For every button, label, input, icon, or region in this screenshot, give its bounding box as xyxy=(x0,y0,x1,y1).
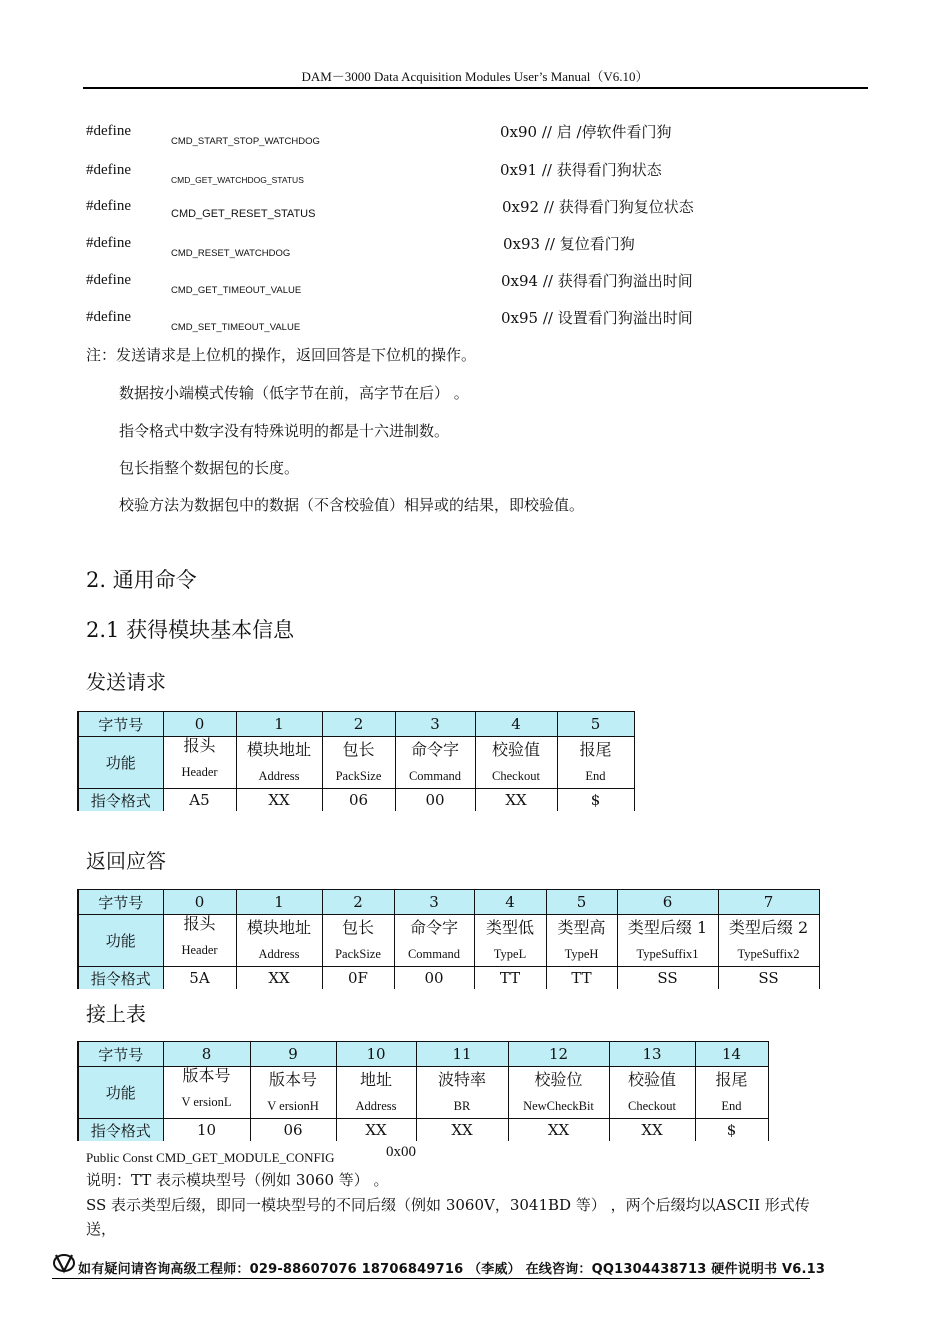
function-en: PackSize xyxy=(335,768,382,783)
response-label: 返回应答 xyxy=(86,849,166,873)
format-cell: SS xyxy=(617,967,718,990)
company-logo-icon xyxy=(52,1252,76,1274)
define-value: 0x95 // 设置看门狗溢出时间 xyxy=(501,309,693,327)
define-name: CMD_GET_WATCHDOG_STATUS xyxy=(171,175,304,185)
format-cell: XX xyxy=(475,789,557,812)
format-cell: SS xyxy=(718,967,819,990)
byte-index: 2 xyxy=(322,890,394,915)
byte-index: 10 xyxy=(336,1042,416,1067)
format-cell: 06 xyxy=(322,789,395,812)
continued-label: 接上表 xyxy=(86,1002,146,1026)
function-en: Command xyxy=(407,946,461,961)
byte-index: 6 xyxy=(617,890,718,915)
continued-table xyxy=(77,1041,769,1141)
byte-index: 1 xyxy=(236,712,322,737)
byte-index: 9 xyxy=(250,1042,336,1067)
format-cell: XX xyxy=(236,789,322,812)
byte-index: 1 xyxy=(236,890,322,915)
byte-index: 5 xyxy=(557,712,634,737)
table-row xyxy=(78,737,634,789)
response-table xyxy=(77,889,820,989)
define-value: 0x92 // 获得看门狗复位状态 xyxy=(502,198,694,216)
header-rule xyxy=(83,87,868,89)
function-cn: 报头 xyxy=(183,735,216,755)
byte-index: 13 xyxy=(609,1042,695,1067)
table-cell xyxy=(508,1067,609,1119)
function-en: End xyxy=(585,768,606,783)
row-label-format: 指令格式 xyxy=(78,789,163,812)
function-en: V ersionH xyxy=(267,1098,319,1113)
table-row xyxy=(78,789,634,812)
function-en: Header xyxy=(181,942,218,957)
table-cell xyxy=(546,915,617,967)
format-cell: XX xyxy=(416,1119,508,1142)
function-en: TypeSuffix2 xyxy=(737,946,800,961)
row-label-byte: 字节号 xyxy=(78,1042,163,1067)
table-row xyxy=(78,890,819,915)
byte-index: 8 xyxy=(163,1042,250,1067)
row-label-function: 功能 xyxy=(78,915,163,967)
function-en: End xyxy=(721,1098,742,1113)
function-cn: 报头 xyxy=(183,913,216,933)
format-cell: TT xyxy=(546,967,617,990)
request-table xyxy=(77,711,635,811)
table-cell xyxy=(395,737,475,789)
function-en: Address xyxy=(258,768,300,783)
format-cell: $ xyxy=(695,1119,768,1142)
note-line: 包长指整个数据包的长度。 xyxy=(119,459,300,477)
table-cell xyxy=(474,915,546,967)
table-cell xyxy=(394,915,474,967)
table-row xyxy=(78,967,819,990)
note-line: 校验方法为数据包中的数据（不含校验值）相异或的结果，即校验值。 xyxy=(119,496,585,514)
byte-index: 2 xyxy=(322,712,395,737)
function-en: Address xyxy=(258,946,300,961)
function-en: BR xyxy=(453,1098,471,1113)
table-row xyxy=(78,712,634,737)
function-cn: 版本号 xyxy=(268,1069,317,1089)
table-cell xyxy=(163,1067,250,1119)
format-cell: XX xyxy=(609,1119,695,1142)
function-en: TypeL xyxy=(493,946,527,961)
function-en: TypeH xyxy=(564,946,599,961)
format-cell: $ xyxy=(557,789,634,812)
table-cell xyxy=(250,1067,336,1119)
define-value: 0x94 // 获得看门狗溢出时间 xyxy=(501,272,693,290)
table-row xyxy=(78,1042,768,1067)
function-cn: 命令字 xyxy=(409,917,458,937)
note-line: 注：发送请求是上位机的操作，返回回答是下位机的操作。 xyxy=(86,346,477,364)
function-cn: 校验值 xyxy=(627,1069,676,1089)
format-cell: 06 xyxy=(250,1119,336,1142)
byte-index: 14 xyxy=(695,1042,768,1067)
define-value: 0x93 // 复位看门狗 xyxy=(503,235,635,253)
byte-index: 4 xyxy=(475,712,557,737)
define-keyword: #define xyxy=(86,309,131,325)
define-keyword: #define xyxy=(86,162,131,178)
footer-contact: 如有疑问请咨询高级工程师：029-88607076 18706849716 （李威） 在线咨询：QQ1304438713 硬件说明书 V6.13 xyxy=(78,1262,826,1277)
format-cell: XX xyxy=(236,967,322,990)
function-en: Checkout xyxy=(492,768,540,783)
byte-index: 0 xyxy=(163,890,236,915)
table-cell xyxy=(336,1067,416,1119)
row-label-byte: 字节号 xyxy=(78,890,163,915)
row-label-byte: 字节号 xyxy=(78,712,163,737)
table-cell xyxy=(416,1067,508,1119)
function-cn: 报尾 xyxy=(579,739,612,759)
function-cn: 地址 xyxy=(359,1069,392,1089)
byte-index: 3 xyxy=(395,712,475,737)
byte-index: 4 xyxy=(474,890,546,915)
byte-index: 3 xyxy=(394,890,474,915)
row-label-function: 功能 xyxy=(78,1067,163,1119)
function-cn: 类型后缀 1 xyxy=(627,917,708,937)
page-header-title: DAM－3000 Data Acquisition Modules User’s Manual（V6.10） xyxy=(301,69,649,84)
request-label: 发送请求 xyxy=(86,670,166,694)
table-cell xyxy=(163,737,236,789)
define-keyword: #define xyxy=(86,198,131,214)
function-cn: 模块地址 xyxy=(246,739,311,759)
function-cn: 模块地址 xyxy=(246,917,311,937)
define-value: 0x90 // 启 /停软件看门狗 xyxy=(500,123,672,141)
table-cell xyxy=(236,915,322,967)
format-cell: 5A xyxy=(163,967,236,990)
define-name: CMD_GET_TIMEOUT_VALUE xyxy=(171,285,302,296)
explanation-line: 说明：TT 表示模块型号（例如 3060 等） 。 xyxy=(86,1171,389,1189)
explanation-line: SS 表示类型后缀，即同一模块型号的不同后缀（例如 3060V，3041BD 等） ，两个后缀均以ASCII 形式传 xyxy=(86,1196,810,1214)
function-cn: 包长 xyxy=(342,739,375,759)
note-line: 数据按小端模式传输（低字节在前，高字节在后） 。 xyxy=(119,384,469,402)
public-const-text: Public Const CMD_GET_MODULE_CONFIG xyxy=(86,1150,335,1165)
function-en: Address xyxy=(355,1098,397,1113)
table-cell xyxy=(695,1067,768,1119)
function-en: V ersionL xyxy=(181,1094,232,1109)
function-cn: 报尾 xyxy=(715,1069,748,1089)
table-row xyxy=(78,915,819,967)
footer-rule xyxy=(52,1278,810,1279)
format-cell: TT xyxy=(474,967,546,990)
byte-index: 0 xyxy=(163,712,236,737)
row-label-function: 功能 xyxy=(78,737,163,789)
format-cell: A5 xyxy=(163,789,236,812)
table-cell xyxy=(322,915,394,967)
function-cn: 类型低 xyxy=(485,917,534,937)
define-keyword: #define xyxy=(86,235,131,251)
table-row xyxy=(78,1119,768,1142)
function-cn: 类型高 xyxy=(557,917,606,937)
format-cell: 00 xyxy=(394,967,474,990)
row-label-format: 指令格式 xyxy=(78,967,163,990)
explanation-line: 送， xyxy=(86,1220,117,1238)
function-en: Command xyxy=(408,768,462,783)
public-const-value: 0x00 xyxy=(386,1144,416,1160)
format-cell: XX xyxy=(336,1119,416,1142)
table-row xyxy=(78,1067,768,1119)
byte-index: 7 xyxy=(718,890,819,915)
format-cell: 0F xyxy=(322,967,394,990)
define-keyword: #define xyxy=(86,123,131,139)
function-cn: 命令字 xyxy=(410,739,459,759)
function-en: Checkout xyxy=(628,1098,676,1113)
table-cell xyxy=(163,915,236,967)
table-cell xyxy=(475,737,557,789)
function-en: TypeSuffix1 xyxy=(636,946,699,961)
byte-index: 5 xyxy=(546,890,617,915)
table-cell xyxy=(236,737,322,789)
subsection-heading: 2.1 获得模块基本信息 xyxy=(86,618,295,642)
section-heading: 2. 通用命令 xyxy=(86,568,197,592)
define-name: CMD_RESET_WATCHDOG xyxy=(171,248,291,259)
table-cell xyxy=(322,737,395,789)
table-cell xyxy=(609,1067,695,1119)
function-cn: 类型后缀 2 xyxy=(728,917,809,937)
function-cn: 版本号 xyxy=(182,1065,231,1085)
define-keyword: #define xyxy=(86,272,131,288)
function-cn: 校验值 xyxy=(491,739,540,759)
define-name: CMD_GET_RESET_STATUS xyxy=(171,208,316,220)
format-cell: 00 xyxy=(395,789,475,812)
function-en: NewCheckBit xyxy=(523,1098,594,1113)
row-label-format: 指令格式 xyxy=(78,1119,163,1142)
define-name: CMD_SET_TIMEOUT_VALUE xyxy=(171,322,301,333)
function-cn: 波特率 xyxy=(437,1069,486,1089)
function-cn: 包长 xyxy=(341,917,374,937)
note-line: 指令格式中数字没有特殊说明的都是十六进制数。 xyxy=(119,422,450,440)
function-en: Header xyxy=(181,764,218,779)
table-cell xyxy=(718,915,819,967)
table-cell xyxy=(557,737,634,789)
define-name: CMD_START_STOP_WATCHDOG xyxy=(171,136,320,147)
table-cell xyxy=(617,915,718,967)
define-value: 0x91 // 获得看门狗状态 xyxy=(500,161,662,179)
byte-index: 12 xyxy=(508,1042,609,1067)
function-cn: 校验位 xyxy=(534,1069,583,1089)
format-cell: 10 xyxy=(163,1119,250,1142)
byte-index: 11 xyxy=(416,1042,508,1067)
format-cell: XX xyxy=(508,1119,609,1142)
function-en: PackSize xyxy=(335,946,381,961)
